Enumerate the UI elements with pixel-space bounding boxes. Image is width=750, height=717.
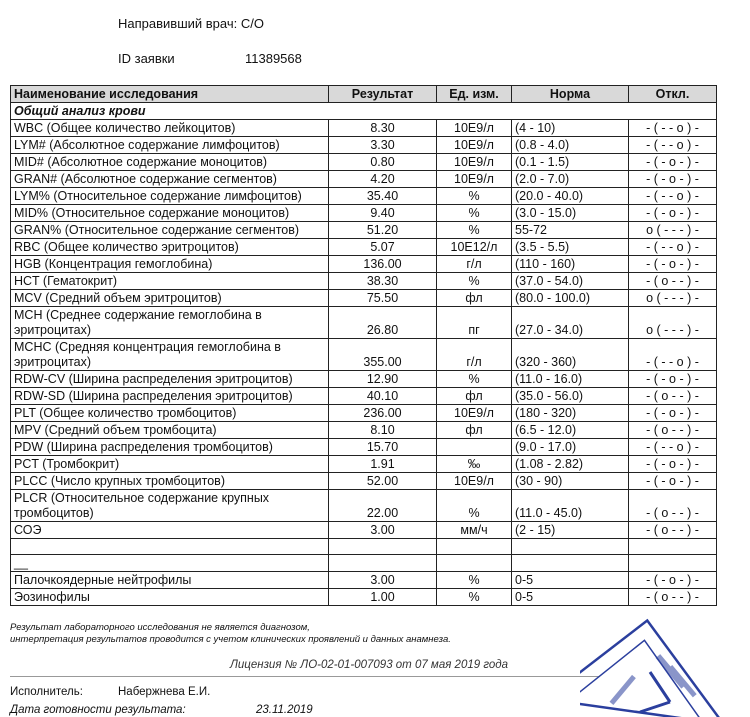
table-row <box>11 522 717 539</box>
table-row <box>11 205 717 222</box>
blank-row <box>11 539 717 555</box>
test-norm: (6.5 - 12.0) <box>512 422 629 439</box>
test-result: 9.40 <box>329 205 437 222</box>
test-result: 26.80 <box>329 307 437 339</box>
test-name: PLT (Общее количество тромбоцитов) <box>11 405 329 422</box>
table-row <box>11 439 717 456</box>
test-norm: (2.0 - 7.0) <box>512 171 629 188</box>
test-result: 38.30 <box>329 273 437 290</box>
test-deviation: - ( o - - ) - <box>629 490 717 522</box>
test-deviation: - ( - - o ) - <box>629 137 717 154</box>
test-norm: (20.0 - 40.0) <box>512 188 629 205</box>
test-unit: мм/ч <box>437 522 512 539</box>
table-row <box>11 456 717 473</box>
test-deviation: o ( - - - ) - <box>629 222 717 239</box>
test-name: WBC (Общее количество лейкоцитов) <box>11 120 329 137</box>
test-unit <box>437 439 512 456</box>
table-row <box>11 290 717 307</box>
request-id-label: ID заявки <box>118 51 175 66</box>
test-unit: % <box>437 222 512 239</box>
test-name: HCT (Гематокрит) <box>11 273 329 290</box>
test-deviation: - ( - o - ) - <box>629 572 717 589</box>
test-deviation: - ( - o - ) - <box>629 473 717 490</box>
test-result: 12.90 <box>329 371 437 388</box>
executor-label: Исполнитель: <box>10 686 83 698</box>
test-deviation <box>629 555 717 572</box>
test-norm: 0-5 <box>512 589 629 606</box>
test-deviation: - ( o - - ) - <box>629 388 717 405</box>
test-result: 3.30 <box>329 137 437 154</box>
test-norm: (11.0 - 45.0) <box>512 490 629 522</box>
blank-cell <box>629 539 717 555</box>
table-row <box>11 307 717 339</box>
test-result: 4.20 <box>329 171 437 188</box>
test-deviation: - ( o - - ) - <box>629 522 717 539</box>
test-name: GRAN# (Абсолютное содержание сегментов) <box>11 171 329 188</box>
table-row <box>11 422 717 439</box>
test-unit: 10E9/л <box>437 137 512 154</box>
lab-stamp-icon <box>580 612 750 717</box>
test-result: 1.00 <box>329 589 437 606</box>
test-norm: (320 - 360) <box>512 339 629 371</box>
test-name: PCT (Тромбокрит) <box>11 456 329 473</box>
disclaimer-line-2: интерпретация результатов проводится с учетом клинических проявлений и данных анамнеза. <box>10 634 451 645</box>
test-unit: фл <box>437 290 512 307</box>
footer-divider <box>10 676 600 677</box>
test-norm: (27.0 - 34.0) <box>512 307 629 339</box>
test-deviation: - ( o - - ) - <box>629 589 717 606</box>
table-row <box>11 171 717 188</box>
test-deviation: - ( o - - ) - <box>629 422 717 439</box>
table-row <box>11 137 717 154</box>
test-deviation: - ( - o - ) - <box>629 154 717 171</box>
col-header-deviation: Откл. <box>629 86 717 103</box>
test-norm: (110 - 160) <box>512 256 629 273</box>
test-name: MCV (Средний объем эритроцитов) <box>11 290 329 307</box>
test-unit: % <box>437 205 512 222</box>
test-unit: фл <box>437 422 512 439</box>
table-row <box>11 555 717 572</box>
test-norm <box>512 555 629 572</box>
test-name: RDW-SD (Ширина распределения эритроцитов) <box>11 388 329 405</box>
test-norm: (3.5 - 5.5) <box>512 239 629 256</box>
section-title: Общий анализ крови <box>11 103 717 120</box>
results-body <box>11 103 717 606</box>
test-unit: г/л <box>437 256 512 273</box>
test-result: 0.80 <box>329 154 437 171</box>
test-norm: (80.0 - 100.0) <box>512 290 629 307</box>
test-norm: (0.1 - 1.5) <box>512 154 629 171</box>
test-unit: 10E9/л <box>437 171 512 188</box>
test-name: PLCR (Относительное содержание крупных тромбоцитов) <box>11 490 329 522</box>
test-result: 3.00 <box>329 522 437 539</box>
col-header-result: Результат <box>329 86 437 103</box>
section-row <box>11 103 717 120</box>
test-name: MID# (Абсолютное содержание моноцитов) <box>11 154 329 171</box>
test-unit: 10E12/л <box>437 239 512 256</box>
test-norm: (180 - 320) <box>512 405 629 422</box>
test-unit: ‰ <box>437 456 512 473</box>
table-row <box>11 473 717 490</box>
table-row <box>11 120 717 137</box>
test-name: GRAN% (Относительное содержание сегментов) <box>11 222 329 239</box>
test-unit: г/л <box>437 339 512 371</box>
test-deviation: - ( o - - ) - <box>629 273 717 290</box>
test-name: RBC (Общее количество эритроцитов) <box>11 239 329 256</box>
test-unit <box>437 555 512 572</box>
table-row <box>11 256 717 273</box>
test-result: 136.00 <box>329 256 437 273</box>
test-norm: (4 - 10) <box>512 120 629 137</box>
test-norm: (3.0 - 15.0) <box>512 205 629 222</box>
table-row <box>11 339 717 371</box>
test-deviation: - ( - o - ) - <box>629 371 717 388</box>
table-row <box>11 388 717 405</box>
test-result: 52.00 <box>329 473 437 490</box>
table-row <box>11 572 717 589</box>
test-norm: (11.0 - 16.0) <box>512 371 629 388</box>
disclaimer-line-1: Результат лабораторного исследования не является диагнозом, <box>10 622 310 633</box>
test-norm: (37.0 - 54.0) <box>512 273 629 290</box>
test-name: PLCC (Число крупных тромбоцитов) <box>11 473 329 490</box>
referring-doctor: Направивший врач: С/О <box>118 16 264 31</box>
col-header-unit: Ед. изм. <box>437 86 512 103</box>
test-result: 3.00 <box>329 572 437 589</box>
test-unit: % <box>437 589 512 606</box>
test-name: RDW-CV (Ширина распределения эритроцитов) <box>11 371 329 388</box>
table-row <box>11 222 717 239</box>
test-deviation: - ( - - o ) - <box>629 439 717 456</box>
test-norm: (9.0 - 17.0) <box>512 439 629 456</box>
test-deviation: - ( - - o ) - <box>629 120 717 137</box>
test-deviation: - ( - o - ) - <box>629 456 717 473</box>
test-deviation: - ( - o - ) - <box>629 171 717 188</box>
blank-cell <box>11 539 329 555</box>
request-id-value: 11389568 <box>245 51 302 66</box>
test-unit: 10E9/л <box>437 405 512 422</box>
test-norm: (35.0 - 56.0) <box>512 388 629 405</box>
test-unit: пг <box>437 307 512 339</box>
test-unit: 10E9/л <box>437 154 512 171</box>
col-header-name: Наименование исследования <box>11 86 329 103</box>
test-result: 51.20 <box>329 222 437 239</box>
test-result: 40.10 <box>329 388 437 405</box>
test-name: MCHC (Средняя концентрация гемоглобина в эритроцитах) <box>11 339 329 371</box>
test-name: __ <box>11 555 329 572</box>
test-name: HGB (Концентрация гемоглобина) <box>11 256 329 273</box>
test-result: 35.40 <box>329 188 437 205</box>
blank-cell <box>437 539 512 555</box>
test-result: 5.07 <box>329 239 437 256</box>
test-result: 8.10 <box>329 422 437 439</box>
test-deviation: - ( - - o ) - <box>629 239 717 256</box>
test-name: PDW (Ширина распределения тромбоцитов) <box>11 439 329 456</box>
col-header-norm: Норма <box>512 86 629 103</box>
test-unit: % <box>437 371 512 388</box>
test-norm: 0-5 <box>512 572 629 589</box>
table-row <box>11 589 717 606</box>
executor-name: Набержнева Е.И. <box>118 686 211 698</box>
test-result: 355.00 <box>329 339 437 371</box>
table-row <box>11 371 717 388</box>
test-name: LYM# (Абсолютное содержание лимфоцитов) <box>11 137 329 154</box>
table-header-row <box>11 86 717 103</box>
test-norm: (1.08 - 2.82) <box>512 456 629 473</box>
table-row <box>11 490 717 522</box>
table-row <box>11 154 717 171</box>
test-result: 236.00 <box>329 405 437 422</box>
test-norm: (2 - 15) <box>512 522 629 539</box>
test-deviation: - ( - - o ) - <box>629 188 717 205</box>
blank-cell <box>329 539 437 555</box>
test-name: Эозинофилы <box>11 589 329 606</box>
test-unit: % <box>437 273 512 290</box>
table-row <box>11 273 717 290</box>
test-result <box>329 555 437 572</box>
test-deviation: - ( - o - ) - <box>629 256 717 273</box>
ready-date-label: Дата готовности результата: <box>10 704 186 716</box>
test-name: СОЭ <box>11 522 329 539</box>
table-row <box>11 239 717 256</box>
test-unit: фл <box>437 388 512 405</box>
test-result: 8.30 <box>329 120 437 137</box>
test-unit: % <box>437 188 512 205</box>
test-norm: 55-72 <box>512 222 629 239</box>
test-deviation: o ( - - - ) - <box>629 290 717 307</box>
test-unit: % <box>437 572 512 589</box>
test-norm: (0.8 - 4.0) <box>512 137 629 154</box>
test-result: 22.00 <box>329 490 437 522</box>
test-unit: 10E9/л <box>437 120 512 137</box>
test-result: 75.50 <box>329 290 437 307</box>
test-norm: (30 - 90) <box>512 473 629 490</box>
test-deviation: - ( - o - ) - <box>629 405 717 422</box>
test-unit: 10E9/л <box>437 473 512 490</box>
test-deviation: o ( - - - ) - <box>629 307 717 339</box>
blank-cell <box>512 539 629 555</box>
test-unit: % <box>437 490 512 522</box>
test-name: MCH (Среднее содержание гемоглобина в эритроцитах) <box>11 307 329 339</box>
table-row <box>11 188 717 205</box>
test-name: MID% (Относительное содержание моноцитов) <box>11 205 329 222</box>
license-text: Лицензия № ЛО-02-01-007093 от 07 мая 2019 года <box>230 659 509 671</box>
test-result: 1.91 <box>329 456 437 473</box>
test-result: 15.70 <box>329 439 437 456</box>
table-row <box>11 405 717 422</box>
test-name: LYM% (Относительное содержание лимфоцитов) <box>11 188 329 205</box>
test-deviation: - ( - o - ) - <box>629 205 717 222</box>
test-deviation: - ( - - o ) - <box>629 339 717 371</box>
ready-date-value: 23.11.2019 <box>256 704 313 716</box>
test-name: MPV (Средний объем тромбоцита) <box>11 422 329 439</box>
results-table <box>10 85 717 606</box>
test-name: Палочкоядерные нейтрофилы <box>11 572 329 589</box>
